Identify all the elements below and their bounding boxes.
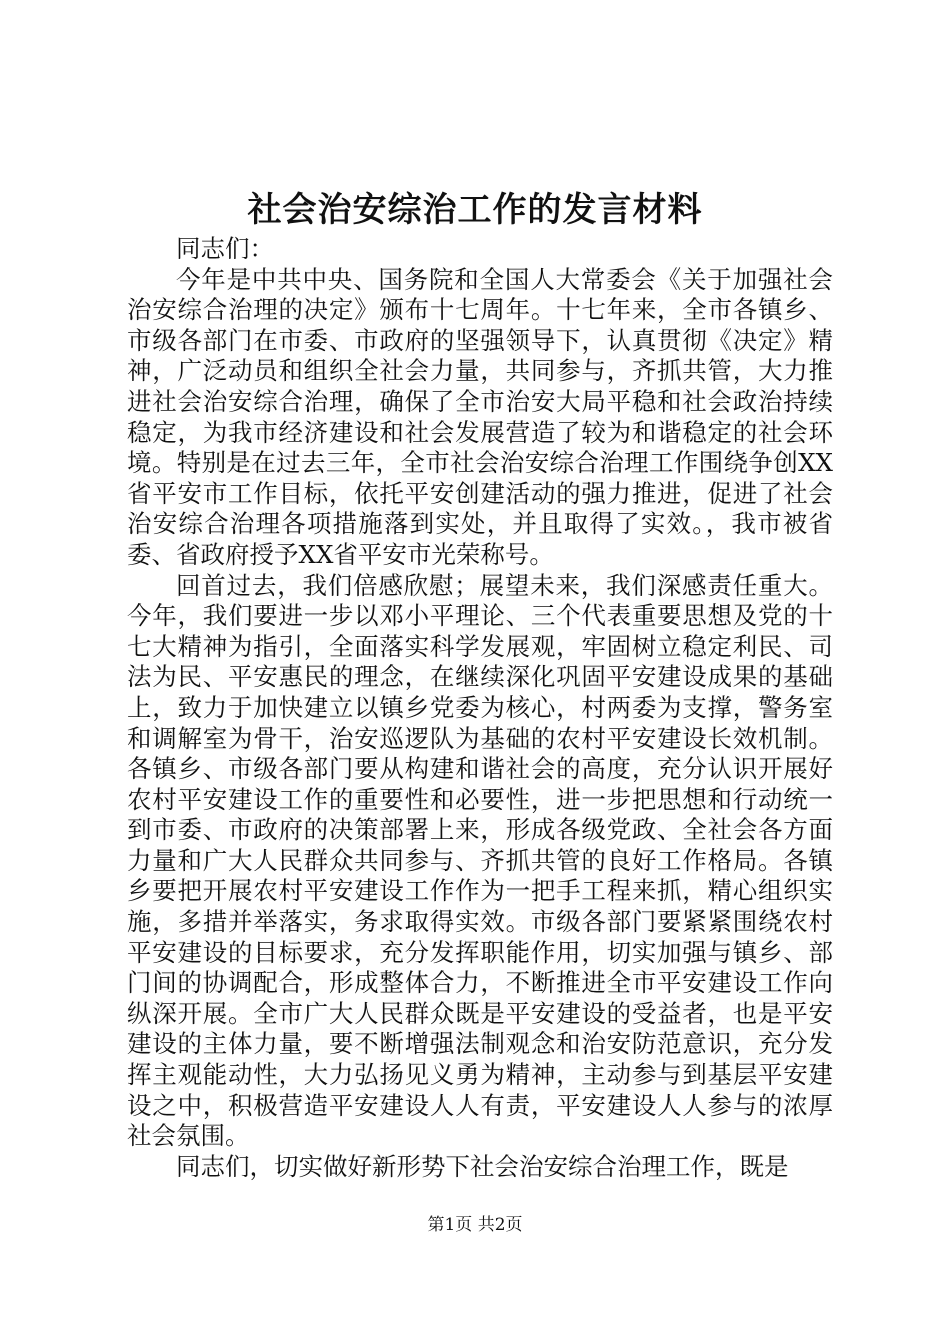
salutation-paragraph: 同志们： bbox=[176, 234, 274, 263]
document-body bbox=[127, 234, 833, 1182]
page-number-current: 第1页 bbox=[427, 1215, 473, 1235]
page-number-total: 共2页 bbox=[477, 1215, 523, 1235]
document-title: 社会治安综治工作的发言材料 bbox=[247, 190, 703, 230]
page-footer bbox=[0, 1214, 950, 1236]
body-paragraph: 同志们，切实做好新形势下社会治安综合治理工作，既是 bbox=[176, 1151, 789, 1181]
body-paragraph: 回首过去，我们倍感欣慰；展望未来，我们深感责任重大。今年，我们要进一步以邓小平理论、三个代表重要思想及党的十七大精神为指引，全面落实科学发展观，牢固树立稳定利民、司法为民、平安惠民的理念，在继续深化巩固平安建设成果的基础上，致力于加快建立以镇乡党委为核心，村两委为支撑，警务室和调解室为骨干，治安巡逻队为基础的农村平安建设长效机制。各镇乡、市级各部门要从构建和谐社会的高度，充分认识开展好农村平安建设工作的重要性和必要性，进一步把思想和行动统一到市委、市政府的决策部署上来，形成各级党政、全社会各方面力量和广大人民群众共同参与、齐抓共管的良好工作格局。各镇乡要把开展农村平安建设工作作为一把手工程来抓，精心组织实施，多措并举落实，务求取得实效。市级各部门要紧紧围绕农村平安建设的目标要求，充分发挥职能作用，切实加强与镇乡、部门间的协调配合，形成整体合力，不断推进全市平安建设工作向纵深开展。全市广大人民群众既是平安建设的受益者，也是平安建设的主体力量，要不断增强法制观念和治安防范意识，充分发挥主观能动性，大力弘扬见义勇为精神，主动参与到基层平安建设之中，积极营造平安建设人人有责，平安建设人人参与的浓厚社会氛围。 bbox=[127, 570, 833, 1151]
body-paragraph: 今年是中共中央、国务院和全国人大常委会《关于加强社会治安综合治理的决定》颁布十七周年。十七年来，全市各镇乡、市级各部门在市委、市政府的坚强领导下，认真贯彻《决定》精神，广泛动员和组织全社会力量，共同参与，齐抓共管，大力推进社会治安综合治理，确保了全市治安大局平稳和社会政治持续稳定，为我市经济建设和社会发展营造了较为和谐稳定的社会环境。特别是在过去三年，全市社会治安综合治理工作围绕争创XX省平安市工作目标，依托平安创建活动的强力推进，促进了社会治安综合治理各项措施落到实处，并且取得了实效。，我市被省委、省政府授予XX省平安市光荣称号。 bbox=[127, 264, 833, 569]
